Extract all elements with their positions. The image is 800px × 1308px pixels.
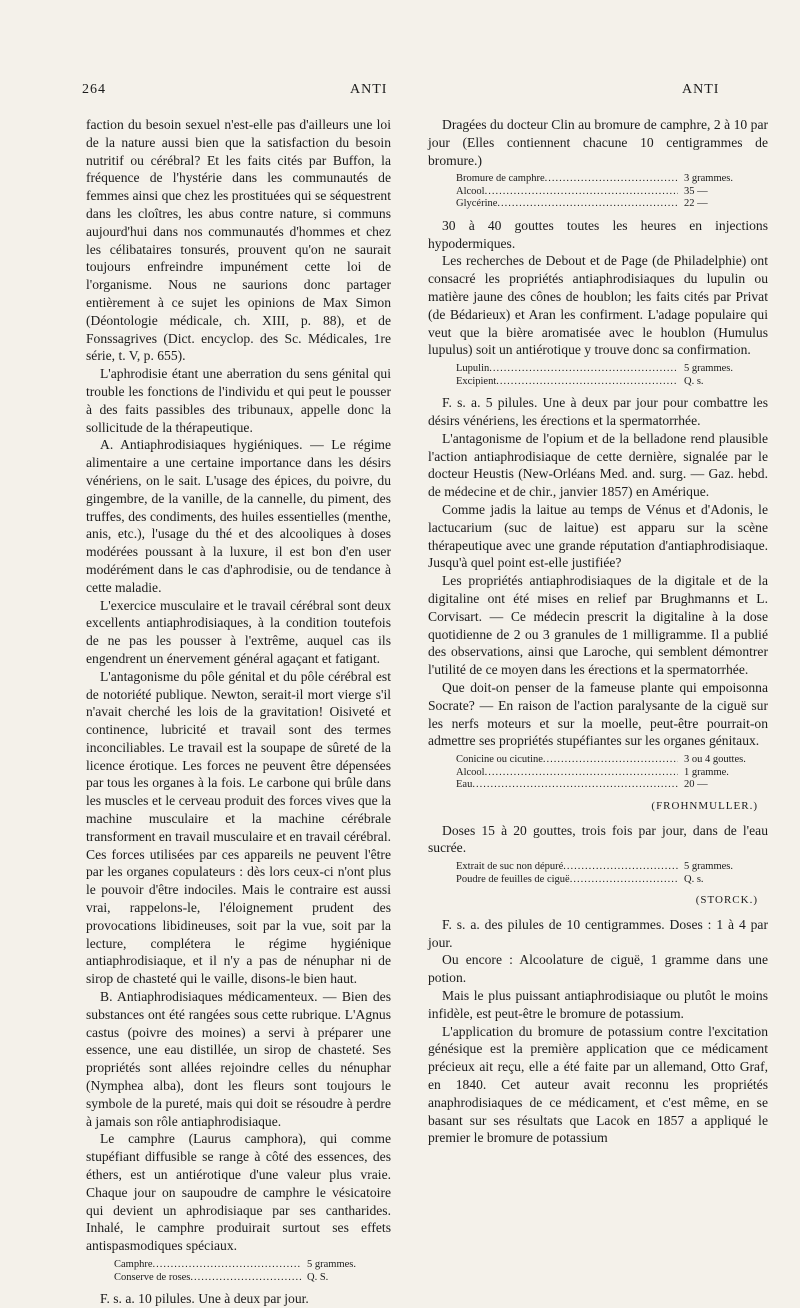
paragraph: L'antagonisme du pôle génital et du pôle cérébral est de notoriété publique. Newton, serait-il mort vierge s'il n'avait cherché les lois de la gravitation! Oisiveté et continence, lubricité et travail sont des termes inconciliables. Le travail est la soupape de sûreté de la licence érotique. Les forces ne peuvent être dépensées par tous les organes à la fois. Le carbone qui brûle dans les muscles et le cerveau produit des forces vives que la machine musculaire et la machine cérébrale transforment en travail musculaire et en travail cérébral. Ces forces utilisées par ces appareils ne peuvent l'être par les organes copulateurs : dès lors ceux-ci n'ont plus le pouvoir d'être indociles. Mais le contraire est aussi vrai, rappelons-le, l'éloignement prudent des provocations libidineuses, soit par la vue, soit par la lecture, complétera le régime hygiénique antiaphrodisiaque, et il n'y a pas de nénuphar ni de sirop de chasteté qui le vaille, disons-le bien haut. — [86, 668, 391, 987]
formula-row — [456, 363, 756, 376]
paragraph: L'antagonisme de l'opium et de la belladone rend plausible l'action antiaphrodisiaque de cette dernière, signalée par le docteur Heustis (New-Orléans Med. and. surg. — Gaz. hebd. de médecine et de chir., janvier 1857) en Amérique. — [428, 430, 768, 500]
ingredient-amount: 5 grammes. — [307, 1259, 356, 1270]
formula-row — [456, 198, 756, 211]
ingredient-name: Glycérine — [456, 198, 498, 210]
prescription-formula — [456, 754, 756, 792]
left-column — [86, 116, 391, 1308]
dot-leader — [190, 1272, 301, 1285]
paragraph: Les recherches de Debout et de Page (de Philadelphie) ont consacré les propriétés antiaphrodisiaques du lupulin ou matière jaune des cônes de houblon; les faits cités par Privat (de Bédarieux) et Aran les confirment. L'adage populaire qui veut que la bière aromatisée avec le houblon (Humulus lupulus) soit un antiérotique y trouve donc sa confirmation. — [428, 253, 768, 358]
paragraph: 30 à 40 gouttes toutes les heures en injections hypodermiques. — [428, 217, 768, 251]
paragraph: faction du besoin sexuel n'est-elle pas d'ailleurs une loi de la nature aussi bien que la satisfaction du besoin nutritif ou cérébral? Et les faits cités par Buffon, la fréquence de l'hystérie dans les communautés de femmes ainsi que chez les prostituées qui se séquestrent dans les cloîtres, les abus contre nature, si communs aujourd'hui dans nos communautés d'hommes et chez les célibataires tonsurés, prouvent qu'on ne saurait toujours enfreindre impunément cette loi de l'organisme. Nous ne saurions donc partager entièrement à ce sujet les opinions de Max Simon (Déontologie médicale, ch. XIII, p. 88), et de Fonssagrives (Dict. encyclop. des Sc. Médicales, 1re série, t. V, p. 655). — [86, 117, 391, 364]
paragraph: B. Antiaphrodisiaques médicamenteux. — Bien des substances ont été rangées sous cette rubrique. L'Agnus castus (poivre des moines) a servi à préparer une essence, une eau distillée, un sirop de chasteté. Ses propriétés sont allées rejoindre celles du nénuphar (Nymphea alba), dont les fleurs sont toujours le symbole de la pureté, mais qui doit se résoudre à perdre à jamais son rôle antiaphrodisiaque. — [86, 989, 391, 1129]
formula-row — [456, 874, 756, 887]
prescription-formula — [456, 861, 756, 886]
ingredient-name: Lupulin — [456, 363, 490, 375]
ingredient-amount: 35 — — [684, 185, 708, 197]
dot-leader — [153, 1259, 302, 1272]
dot-leader — [570, 874, 678, 887]
ingredient-name: Extrait de suc non dépuré — [456, 861, 564, 873]
paragraph: F. s. a. des pilules de 10 centigrammes. Doses : 1 à 4 par jour. — [428, 916, 768, 950]
ingredient-name: Excipient — [456, 375, 497, 387]
paragraph: L'application du bromure de potassium contre l'excitation génésique est la première application que ce médicament précieux ait reçu, elle a été faite par un allemand, Otto Graf, en 1840. Cet auteur avait reconnu les propriétés anaphrodisiaques de ce médicament, et c'est même, en se basant sur ses résultats que Lacok en 1857 a appliqué le premier le bromure de potassium — [428, 1023, 768, 1146]
paragraph: F. s. a. 10 pilules. Une à deux par jour. — [100, 1291, 309, 1306]
ingredient-name: Conserve de roses — [114, 1271, 191, 1283]
dot-leader — [485, 186, 678, 199]
formula-row — [114, 1259, 379, 1272]
ingredient-name: Camphre — [114, 1259, 153, 1270]
paragraph: Doses 15 à 20 gouttes, trois fois par jour, dans de l'eau sucrée. — [428, 822, 768, 856]
dot-leader — [543, 754, 678, 767]
dot-leader — [472, 779, 678, 792]
page-header — [82, 82, 722, 104]
paragraph: Le camphre (Laurus camphora), qui comme stupéfiant diffusible se range à côté des essences, des éthers, est un antiérotique d'une valeur plus vraie. Chaque jour on saupoudre de camphre le vésicatoire qui devient un aphrodisiaque par ses cantharides. Inhalé, le camphre produirait surtout ses effets antispasmodiques spéciaux. — [86, 1131, 391, 1254]
right-column — [428, 116, 768, 1147]
dot-leader — [545, 173, 678, 186]
ingredient-amount: Q. s. — [684, 375, 704, 387]
paragraph: Ou encore : Alcoolature de ciguë, 1 gramme dans une potion. — [428, 952, 768, 986]
paragraph: A. Antiaphrodisiaques hygiéniques. — Le régime alimentaire a une certaine importance dans les désirs vénériens, on le sait. L'usage des épices, du poivre, du gingembre, de la vanille, de la cannelle, du piment, des truffes, des condiments, des huiles essentielles (menthe, anis, etc.), l'usage du thé et des alcooliques à doses modérées poussant à la luxure, il est bon d'en user modérément dans le cas d'aphrodisie, ou de tendance à cette maladie. — [86, 437, 391, 595]
ingredient-name: Conicine ou cicutine — [456, 754, 543, 766]
formula-row — [456, 173, 756, 186]
dot-leader — [497, 198, 678, 211]
ingredient-amount: 22 — — [684, 198, 708, 210]
paragraph: Dragées du docteur Clin au bromure de camphre, 2 à 10 par jour (Elles contiennent chacune 10 centigrammes de bromure.) — [428, 117, 768, 168]
paragraph: F. s. a. 5 pilules. Une à deux par jour pour combattre les désirs vénériens, les érections et la spermatorrhée. — [428, 395, 768, 429]
ingredient-amount: 20 — — [684, 779, 708, 791]
dot-leader — [485, 767, 678, 780]
paragraph: Comme jadis la laitue au temps de Vénus et d'Adonis, le lactucarium (suc de laitue) est apparu sur la scène thérapeutique avec une grande réputation d'antiaphrodisiaque. Jusqu'à quel point est-elle justifiée? — [428, 502, 768, 571]
ingredient-amount: 1 gramme. — [684, 766, 729, 778]
ingredient-amount: Q. s. — [684, 873, 704, 885]
prescription-formula — [114, 1259, 379, 1284]
formula-row — [456, 186, 756, 199]
ingredient-name: Eau — [456, 779, 473, 791]
ingredient-amount: 3 grammes. — [684, 173, 733, 185]
running-head-left: ANTI — [350, 82, 388, 97]
dot-leader — [563, 861, 678, 874]
formula-row — [456, 754, 756, 767]
formula-row — [114, 1272, 379, 1285]
running-head-right: ANTI — [682, 82, 720, 97]
formula-row — [456, 767, 756, 780]
formula-row — [456, 376, 756, 389]
dot-leader — [496, 376, 678, 389]
paragraph: L'aphrodisie étant une aberration du sens génital qui trouble les fonctions de l'individu et qui peut le pousser à des faits passibles des tribunaux, appelle donc la sollicitude de la thérapeutique. — [86, 366, 391, 435]
ingredient-name: Alcool — [456, 766, 485, 778]
formula-row — [456, 779, 756, 792]
ingredient-amount: 5 grammes. — [684, 363, 733, 375]
paragraph: Les propriétés antiaphrodisiaques de la digitale et de la digitaline ont été mises en relief par Brughmanns et L. Corvisart. — Ce médecin prescrit la digitaline à la dose quotidienne de 2 ou 3 granules de 1 milligramme. Il a publié des observations, ainsi que Laroche, qui semblent démontrer l'utilité de ce moyen dans les érections et la spermatorrhée. — [428, 573, 768, 678]
formula-attribution: (STORCK.) — [695, 894, 758, 907]
formula-attribution: (FROHNMULLER.) — [651, 799, 758, 812]
prescription-formula — [456, 363, 756, 388]
ingredient-name: Alcool — [456, 185, 485, 197]
ingredient-amount: Q. S. — [307, 1271, 329, 1283]
formula-row — [456, 861, 756, 874]
page-number: 264 — [82, 82, 106, 97]
dot-leader — [489, 363, 678, 376]
prescription-formula — [456, 173, 756, 211]
ingredient-name: Poudre de feuilles de ciguë — [456, 873, 570, 885]
paragraph: L'exercice musculaire et le travail cérébral sont deux excellents antiaphrodisiaques, à la condition toutefois de ne pas les pousser à l'extrême, auquel cas ils engendrent un énervement général agaçant et fatigant. — [86, 597, 391, 666]
ingredient-amount: 3 ou 4 gouttes. — [684, 754, 746, 766]
paragraph: Que doit-on penser de la fameuse plante qui empoisonna Socrate? — En raison de l'action paralysante de la ciguë sur les nerfs moteurs et sur la moelle, peut-être pourrait-on admettre ses propriétés stupéfiantes sur les organes génitaux. — [428, 680, 768, 749]
ingredient-name: Bromure de camphre — [456, 173, 545, 185]
ingredient-amount: 5 grammes. — [684, 861, 733, 873]
paragraph: Mais le plus puissant antiaphrodisiaque ou plutôt le moins infidèle, est peut-être le bromure de potassium. — [428, 988, 768, 1021]
